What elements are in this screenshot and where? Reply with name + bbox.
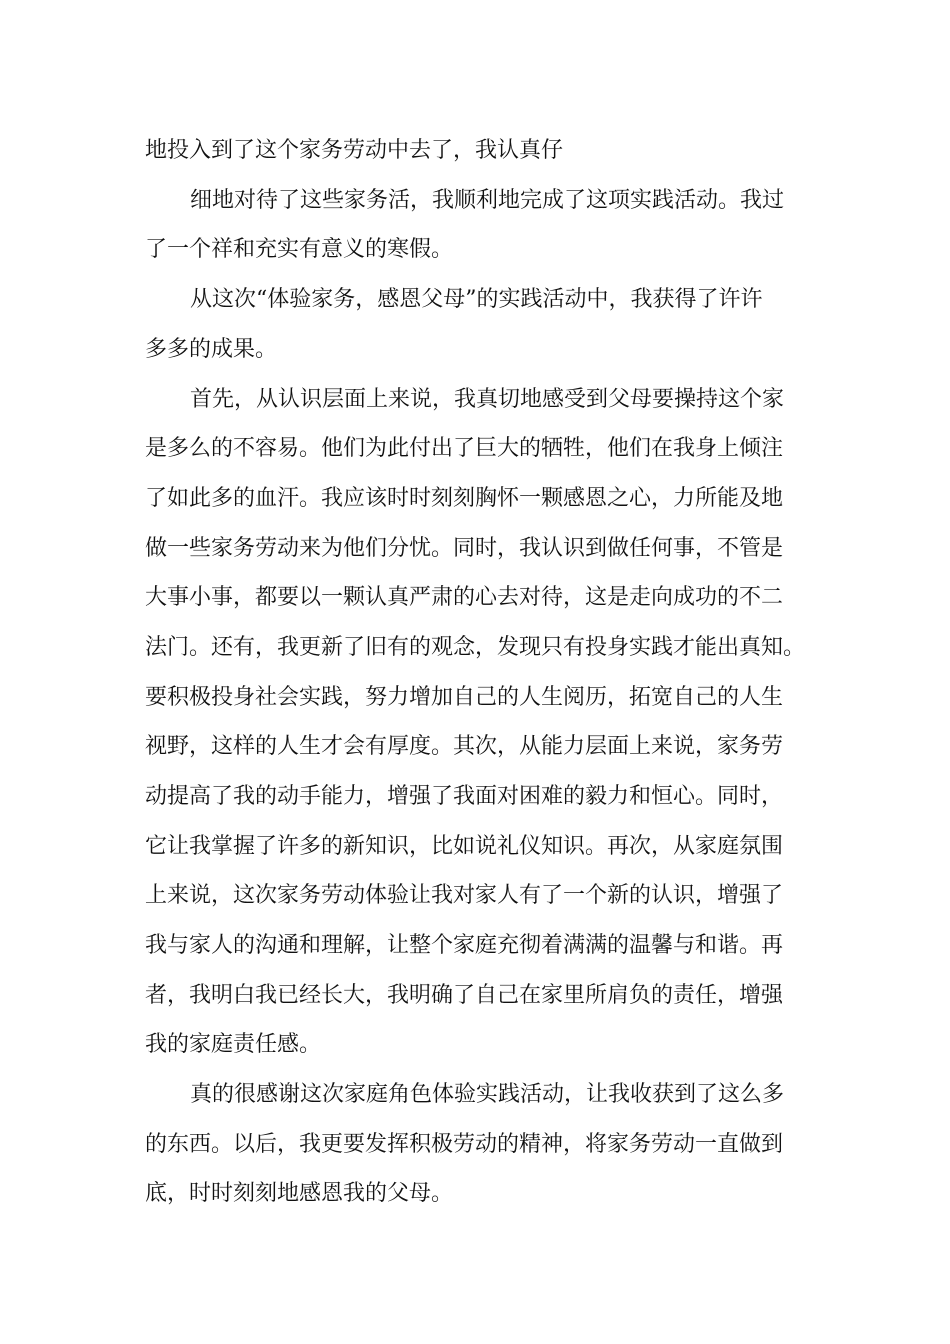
text-line: 法门。还有，我更新了旧有的观念，发现只有投身实践才能出真知。 [145,635,806,660]
text-line: 细地对待了这些家务活，我顺利地完成了这项实践活动。我过 [190,188,785,213]
text-line: 真的很感谢这次家庭角色体验实践活动，让我收获到了这么多 [190,1082,785,1107]
text-line: 动提高了我的动手能力，增强了我面对困难的毅力和恒心。同时， [145,784,784,809]
text-line: 做一些家务劳动来为他们分忧。同时，我认识到做任何事，不管是 [145,536,784,561]
text-line: 我的家庭责任感。 [145,1032,322,1057]
text-line: 是多么的不容易。他们为此付出了巨大的牺牲，他们在我身上倾注 [145,436,784,461]
text-line: 它让我掌握了许多的新知识，比如说礼仪知识。再次，从家庭氛围 [145,834,784,859]
text-line: 首先，从认识层面上来说，我真切地感受到父母要操持这个家 [190,387,785,412]
text-line: 要积极投身社会实践，努力增加自己的人生阅历，拓宽自己的人生 [145,685,784,710]
text-line: 我与家人的沟通和理解，让整个家庭充彻着满满的温馨与和谐。再 [145,933,784,958]
text-line: 大事小事，都要以一颗认真严肃的心去对待，这是走向成功的不二 [145,585,784,610]
text-line: 地投入到了这个家务劳动中去了，我认真仔 [145,138,564,163]
text-line: 多多的成果。 [145,337,278,362]
text-line: 上来说，这次家务劳动体验让我对家人有了一个新的认识，增强了 [145,883,784,908]
text-line: 了如此多的血汗。我应该时时刻刻胸怀一颗感恩之心，力所能及地 [145,486,784,511]
text-line: 视野，这样的人生才会有厚度。其次，从能力层面上来说，家务劳 [145,734,784,759]
text-line: 从这次“体验家务，感恩父母”的实践活动中，我获得了许许 [190,287,763,312]
text-line: 的东西。以后，我更要发挥积极劳动的精神，将家务劳动一直做到 [145,1132,784,1157]
text-line: 者，我明白我已经长大，我明确了自己在家里所肩负的责任，增强 [145,983,784,1008]
text-line: 底，时时刻刻地感恩我的父母。 [145,1181,454,1206]
text-line: 了一个祥和充实有意义的寒假。 [145,237,454,262]
